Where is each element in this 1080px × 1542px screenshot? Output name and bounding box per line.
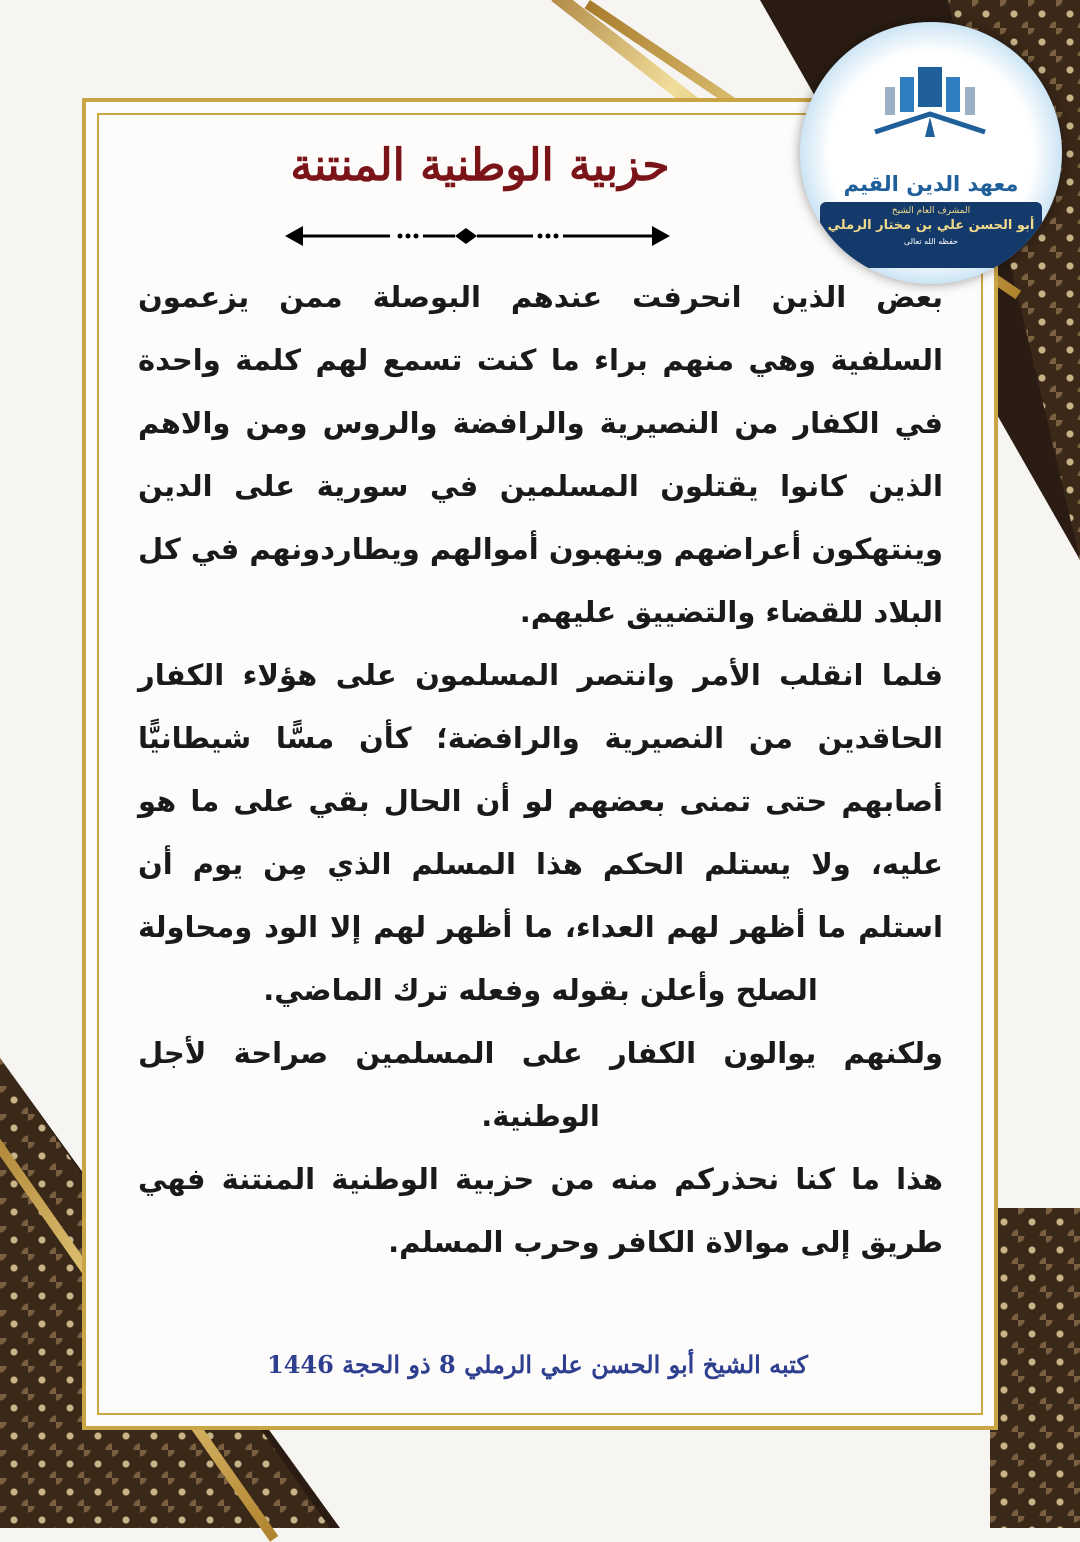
paragraph-2: فلما انقلب الأمر وانتصر المسلمون على هؤلاء الكفار الحاقدين من النصيرية والرافضة؛ كأن مسًّا شيطانيًّا أصابهم حتى تمنى بعضهم لو أن الحال بقي على ما هو عليه، ولا يستلم الحكم هذا المسلم الذي مِن يوم أن استلم ما أظهر لهم العداء، ما أظهر لهم إلا الود ومحاولة الصلح وأعلن بقوله وفعله ترك الماضي.: [138, 658, 943, 1007]
article-body: [138, 266, 943, 1274]
ornamental-divider: [285, 224, 670, 248]
institute-logo: [800, 22, 1062, 284]
paragraph-1: بعض الذين انحرفت عندهم البوصلة ممن يزعمون السلفية وهي منهم براء ما كنت تسمع لهم كلمة واحدة في الكفار من النصيرية والرافضة والروس ومن والاهم الذين كانوا يقتلون المسلمين في سورية على الدين وينتهكون أعراضهم وينهبون أموالهم ويطاردونهم في كل البلاد للقضاء والتضييق عليهم.: [138, 280, 943, 629]
bottom-right-pattern: [990, 1208, 1080, 1528]
page-title: حزبية الوطنية المنتنة: [290, 140, 670, 191]
paragraph-3: ولكنهم يوالون الكفار على المسلمين صراحة لأجل الوطنية.: [138, 1036, 943, 1133]
logo-supervisor-label: المشرف العام الشيخ: [891, 206, 971, 216]
author-signature: كتبه الشيخ أبو الحسن علي الرملي 8 ذو الحجة 1446: [267, 1350, 808, 1379]
logo-band: [820, 202, 1042, 268]
paragraph-4: هذا ما كنا نحذركم منه من حزبية الوطنية المنتنة فهي طريق إلى موالاة الكافر وحرب المسلم.: [138, 1162, 943, 1259]
logo-sheikh-name: أبو الحسن علي بن مختار الرملي: [827, 218, 1035, 233]
logo-institute-name: معهد الدين القيم: [843, 172, 1019, 196]
book-icon: [870, 62, 990, 142]
logo-blessing: حفظه الله تعالى: [903, 237, 959, 246]
